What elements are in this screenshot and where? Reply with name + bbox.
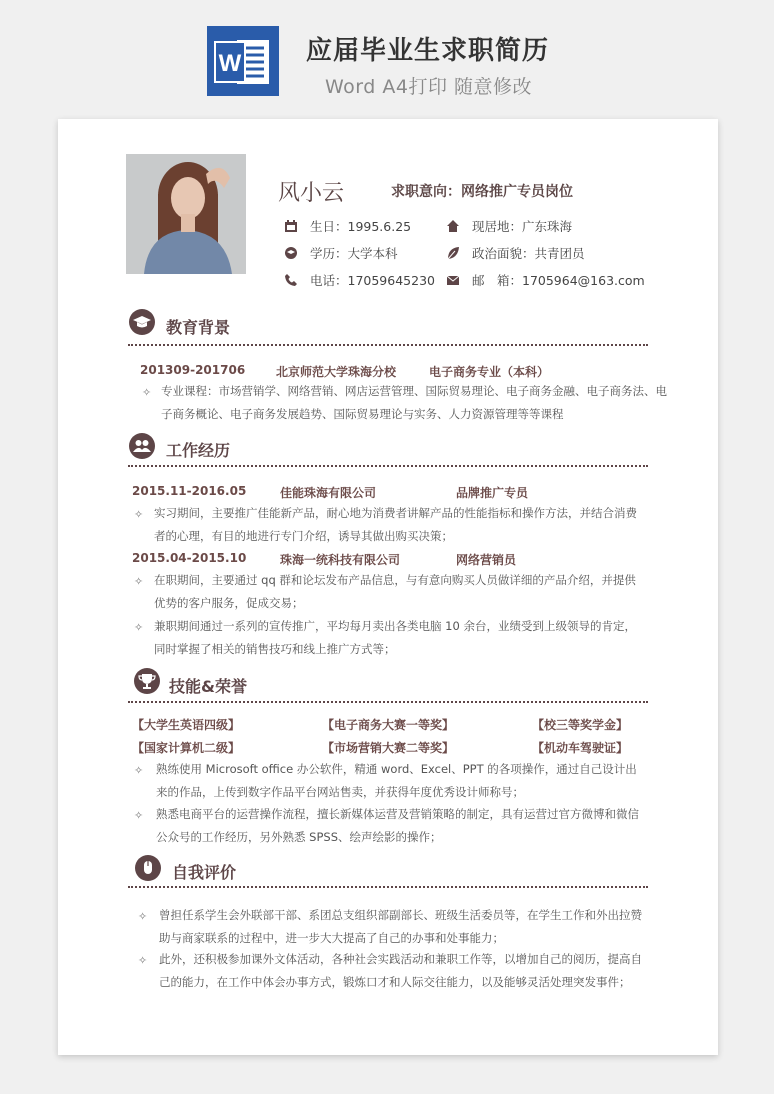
education-period: 201309-201706 [140,363,246,377]
job-description: 在职期间，主要通过 qq 群和论坛发布产品信息，与有意向购买人员做详细的产品介绍，并提供优势的客户服务，促成交易； [154,573,636,610]
mouse-icon [135,855,161,881]
section-title-self-evaluation: 自我评价 [172,863,237,882]
award: 【大学生英语四级】 [132,718,241,732]
self-evaluation-text: 此外，还积极参加课外文体活动，各种社会实践活动和兼职工作等，以增加自己的阅历，提高自己的能力，在工作中体会办事方式，锻炼口才和人际交往能力，以及能够灵活处理突发事件； [159,952,642,989]
resume-page [58,119,718,1055]
bullet-icon: ✧ [134,764,144,777]
job-role: 品牌推广专员 [456,486,529,500]
skill-description: 熟悉电商平台的运营操作流程，擅长新媒体运营及营销策略的制定，具有运营过官方微博和微信公众号的工作经历，另外熟悉 SPSS、绘声绘影的操作； [156,807,639,844]
home-icon [446,219,460,233]
svg-text:W: W [218,50,242,77]
divider [128,701,648,703]
education-school: 北京师范大学珠海分校 [276,365,397,379]
banner-subtitle: Word A4打印 随意修改 [325,76,533,98]
bullet-icon: ✧ [138,910,148,923]
word-document-icon [207,26,279,96]
education-icon [284,246,298,260]
divider [128,886,648,888]
education-major: 电子商务专业（本科） [429,365,550,379]
job-intent: 求职意向：网络推广专员岗位 [391,184,573,200]
award: 【电子商务大赛一等奖】 [322,718,455,732]
divider [128,344,648,346]
calendar-icon [284,219,298,233]
phone-icon [284,273,298,287]
job-description: 兼职期间通过一系列的宣传推广，平均每月卖出各类电脑 10 余台，业绩受到上级领导的肯定，同时掌握了相关的销售技巧和线上推广方式等； [154,619,636,656]
mail-icon [446,273,460,287]
banner-title: 应届毕业生求职简历 [306,36,550,66]
bullet-icon: ✧ [142,386,152,399]
job-company: 珠海一统科技有限公司 [280,553,401,567]
bullet-icon: ✧ [134,621,144,634]
top-banner [0,0,774,118]
job-company: 佳能珠海有限公司 [280,486,377,500]
trophy-icon [134,668,160,694]
graduation-cap-icon [129,309,155,335]
section-title-skills: 技能&荣誉 [169,677,247,696]
bullet-icon: ✧ [138,954,148,967]
job-period: 2015.04-2015.10 [132,551,247,565]
self-evaluation-text: 曾担任系学生会外联部干部、系团总支组织部副部长、班级生活委员等，在学生工作和外出拉赞助与商家联系的过程中，进一步大大提高了自己的办事和处事能力； [159,908,642,945]
divider [128,465,648,467]
people-icon [129,433,155,459]
info-phone: 电话：17059645230 [284,271,435,289]
info-political: 政治面貌：共青团员 [446,244,585,262]
award: 【国家计算机二级】 [132,741,241,755]
leaf-icon [446,246,460,260]
skill-description: 熟练使用 Microsoft office 办公软件，精通 word、Excel、PPT 的各项操作，通过自己设计出来的作品，上传到数字作品平台网站售卖，并获得年度优秀设计师称号； [156,762,637,799]
award: 【市场营销大赛二等奖】 [322,741,455,755]
bullet-icon: ✧ [134,575,144,588]
job-period: 2015.11-2016.05 [132,484,247,498]
job-role: 网络营销员 [456,553,517,567]
profile-photo [126,154,246,274]
section-title-work: 工作经历 [166,441,231,460]
bullet-icon: ✧ [134,508,144,521]
award: 【机动车驾驶证】 [532,741,629,755]
award: 【校三等奖学金】 [532,718,629,732]
section-title-education: 教育背景 [166,318,231,337]
job-description: 实习期间，主要推广佳能新产品，耐心地为消费者讲解产品的性能指标和操作方法，并结合消费者的心理，有目的地进行专门介绍，诱导其做出购买决策； [154,506,637,543]
info-email: 邮 箱：1705964@163.com [446,271,645,289]
education-courses: 专业课程：市场营销学、网络营销、网店运营管理、国际贸易理论、电子商务金融、电子商务法、电子商务概论、电子商务发展趋势、国际贸易理论与实务、人力资源管理等等课程 [161,384,667,421]
info-birthday: 生日：1995.6.25 [284,217,411,235]
info-education: 学历：大学本科 [284,244,398,262]
candidate-name: 风小云 [278,181,345,206]
bullet-icon: ✧ [134,809,144,822]
info-residence: 现居地：广东珠海 [446,217,572,235]
